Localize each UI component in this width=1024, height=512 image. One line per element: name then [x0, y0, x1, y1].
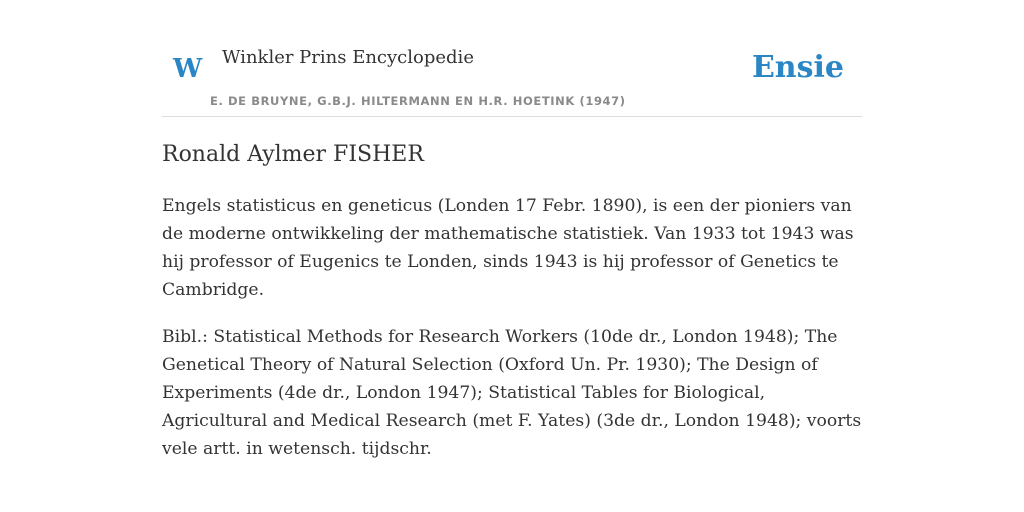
entry-body: [162, 192, 862, 482]
ensie-logo[interactable]: Ensie: [751, 50, 844, 85]
source-title[interactable]: Winkler Prins Encyclopedie: [222, 47, 474, 68]
entry-paragraph-bibliography: Bibl.: Statistical Methods for Research Workers (10de dr., London 1948); The Genetical Theory of Natural Selection (Oxford Un. Pr. 1930); The Design of Experiments (4de dr., London 1947); Statistical Tables for Biological, Agricultural and Medical Research (met F. Yates) (3de dr., London 1948); voorts vele artt. in wetensch. tijdschr.: [162, 327, 862, 459]
source-header: [162, 0, 862, 117]
article-page: [162, 0, 862, 459]
source-authors: E. DE BRUYNE, G.B.J. HILTERMANN EN H.R. HOETINK (1947): [210, 94, 626, 108]
winkler-prins-logo[interactable]: W: [173, 54, 203, 84]
entry-paragraph-description: Engels statisticus en geneticus (Londen 17 Febr. 1890), is een der pioniers van de moderne ontwikkeling der mathematische statistiek. Van 1933 tot 1943 was hij professor of Eugenics te Londen, sinds 1943 is hij professor of Genetics te Cambridge.: [162, 196, 854, 300]
entry-title: Ronald Aylmer FISHER: [162, 142, 424, 167]
